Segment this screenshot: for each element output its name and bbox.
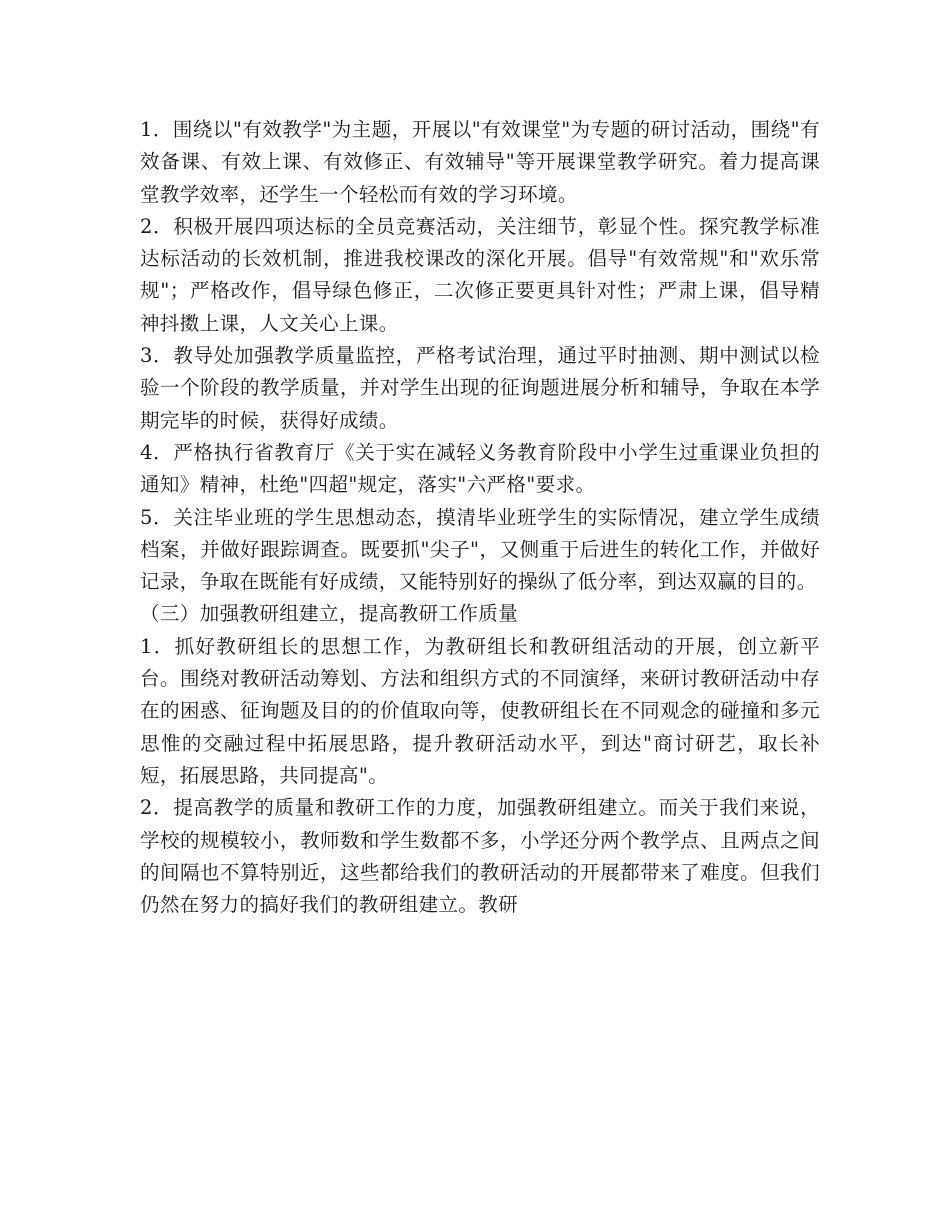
paragraph-item-1: 1．围绕以"有效教学"为主题，开展以"有效课堂"为专题的研讨活动，围绕"有效备课、有效上课、有效修正、有效辅导"等开展课堂教学研究。着力提高课堂教学效率，还学生一个轻松而有效的学习环境。 — [140, 118, 820, 206]
paragraph-item-4: 4．严格执行省教育厅《关于实在减轻义务教育阶段中小学生过重课业负担的通知》精神，杜绝"四超"规定，落实"六严格"要求。 — [140, 440, 820, 497]
paragraph-item-5: 5．关注毕业班的学生思想动态，摸清毕业班学生的实际情况，建立学生成绩档案，并做好跟踪调查。既要抓"尖子"，又侧重于后进生的转化工作，并做好记录，争取在既能有好成绩，又能特别好的操纵了低分率，到达双赢的目的。 — [140, 505, 820, 594]
paragraph-item-3: 3．教导处加强教学质量监控，严格考试治理，通过平时抽测、期中测试以检验一个阶段的教学质量，并对学生出现的征询题进展分析和辅导，争取在本学期完毕的时候，获得好成绩。 — [140, 344, 820, 432]
section-heading: （三）加强教研组建立，提高教研工作质量 — [140, 602, 519, 626]
document-page — [140, 114, 820, 921]
paragraph-item-2: 2．积极开展四项达标的全员竞赛活动，关注细节，彰显个性。探究教学标准达标活动的长效机制，推进我校课改的深化开展。倡导"有效常规"和"欢乐常规"；严格改作，倡导绿色修正，二次修正要更具针对性；严肃上课，倡导精神抖擞上课，人文关心上课。 — [140, 214, 820, 335]
paragraph-item-7: 2．提高教学的质量和教研工作的力度，加强教研组建立。而关于我们来说，学校的规模较小，教师数和学生数都不多，小学还分两个教学点、且两点之间的间隔也不算特别近，这些都给我们的教研活动的开展都带来了难度。但我们仍然在努力的搞好我们的教研组建立。教研 — [140, 796, 820, 917]
paragraph-item-6: 1．抓好教研组长的思想工作，为教研组长和教研组活动的开展，创立新平台。围绕对教研活动筹划、方法和组织方式的不同演绎，来研讨教研活动中存在的困惑、征询题及目的的价值取向等，使教研组长在不同观念的碰撞和多元思惟的交融过程中拓展思路，提升教研活动水平，到达"商讨研艺，取长补短，拓展思路，共同提高"。 — [140, 634, 820, 787]
